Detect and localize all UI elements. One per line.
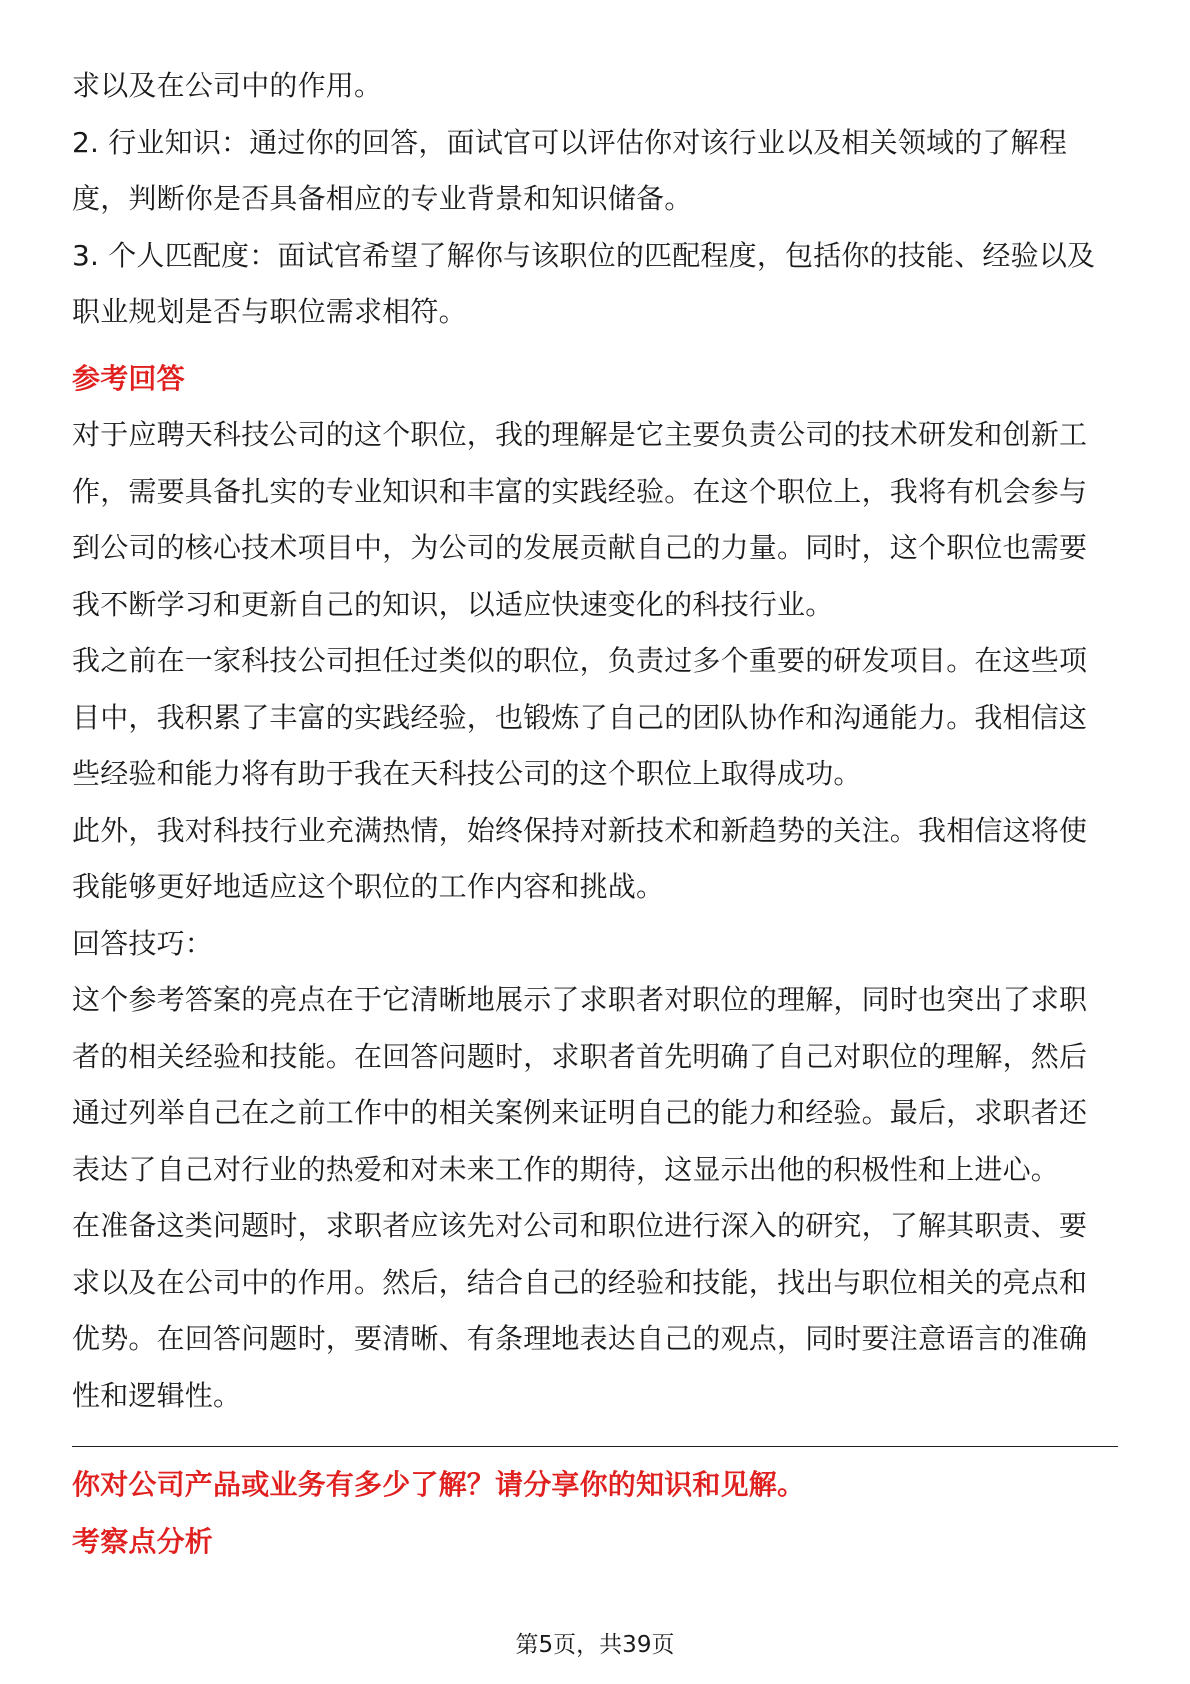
question-heading: 你对公司产品或业务有多少了解？请分享你的知识和见解。 [72, 1468, 806, 1501]
text-line: 我能够更好地适应这个职位的工作内容和挑战。 [72, 870, 665, 903]
text-line: 我之前在一家科技公司担任过类似的职位，负责过多个重要的研发项目。在这些项 [72, 644, 1088, 677]
text-line: 到公司的核心技术项目中，为公司的发展贡献自己的力量。同时，这个职位也需要 [72, 531, 1088, 564]
text-line: 些经验和能力将有助于我在天科技公司的这个职位上取得成功。 [72, 757, 862, 790]
page-number: 第5页，共39页 [515, 1632, 675, 1658]
analysis-heading: 考察点分析 [72, 1524, 214, 1558]
text-line: 求以及在公司中的作用。然后，结合自己的经验和技能，找出与职位相关的亮点和 [72, 1265, 1088, 1299]
text-line: 通过列举自己在之前工作中的相关案例来证明自己的能力和经验。最后，求职者还 [72, 1096, 1088, 1129]
page-content [72, 58, 1118, 1570]
text-line: 2. 行业知识：通过你的回答，面试官可以评估你对该行业以及相关领域的了解程 [72, 125, 1068, 159]
text-line: 在准备这类问题时，求职者应该先对公司和职位进行深入的研究，了解其职责、要 [72, 1209, 1088, 1242]
text-line: 优势。在回答问题时，要清晰、有条理地表达自己的观点，同时要注意语言的准确 [72, 1322, 1088, 1355]
text-line: 度，判断你是否具备相应的专业背景和知识储备。 [72, 182, 693, 215]
text-line: 者的相关经验和技能。在回答问题时，求职者首先明确了自己对职位的理解，然后 [72, 1039, 1088, 1073]
text-line: 目中，我积累了丰富的实践经验，也锻炼了自己的团队协作和沟通能力。我相信这 [72, 700, 1088, 734]
reference-answer-heading: 参考回答 [72, 361, 185, 395]
text-line: 职业规划是否与职位需求相符。 [72, 295, 467, 328]
section-divider [72, 1446, 1118, 1447]
text-line: 我不断学习和更新自己的知识，以适应快速变化的科技行业。 [72, 587, 834, 621]
text-line: 对于应聘天科技公司的这个职位，我的理解是它主要负责公司的技术研发和创新工 [72, 418, 1088, 451]
text-line: 作，需要具备扎实的专业知识和丰富的实践经验。在这个职位上，我将有机会参与 [72, 474, 1088, 508]
text-line: 性和逻辑性。 [72, 1378, 242, 1412]
text-line: 这个参考答案的亮点在于它清晰地展示了求职者对职位的理解，同时也突出了求职 [72, 983, 1088, 1016]
text-line: 求以及在公司中的作用。 [72, 69, 383, 102]
answer-tips-label: 回答技巧： [72, 926, 214, 960]
text-line: 此外，我对科技行业充满热情，始终保持对新技术和新趋势的关注。我相信这将使 [72, 813, 1088, 847]
text-line: 表达了自己对行业的热爱和对未来工作的期待，这显示出他的积极性和上进心。 [72, 1152, 1060, 1186]
text-line: 3. 个人匹配度：面试官希望了解你与该职位的匹配程度，包括你的技能、经验以及 [72, 238, 1096, 272]
